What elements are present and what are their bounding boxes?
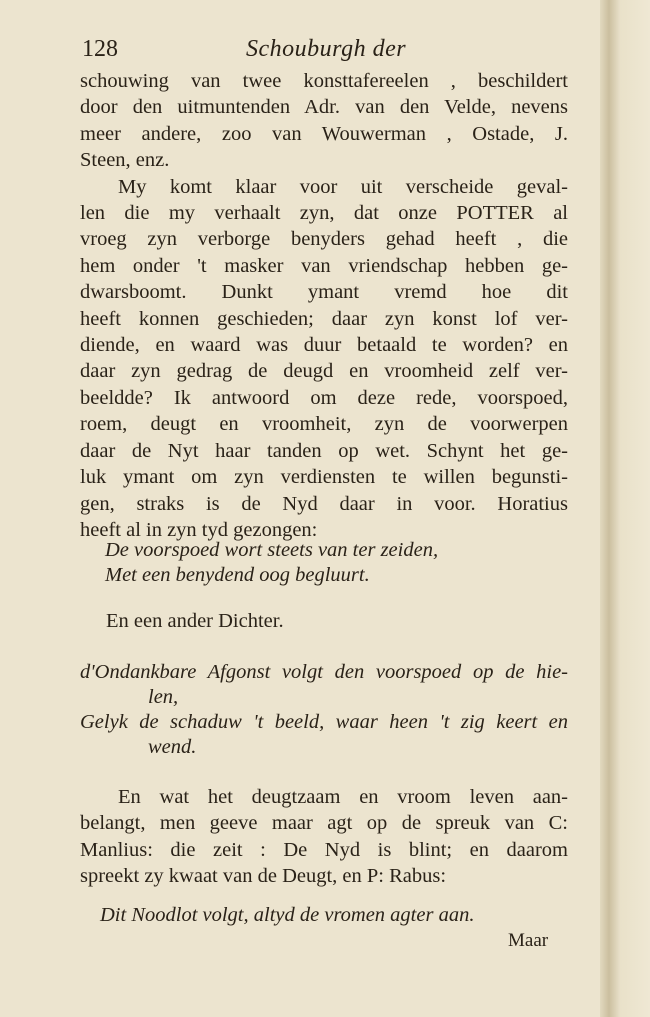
closing-paragraph	[80, 784, 568, 890]
interlude-line: En een ander Dichter.	[106, 610, 284, 632]
verse-quote-dichter	[80, 660, 568, 760]
page-number: 128	[82, 36, 118, 62]
text-line: heeft konnen geschieden; daar zyn konst lof ver-	[80, 307, 568, 330]
text-line: daar de Nyt haar tanden op wet. Schynt het ge-	[80, 439, 568, 462]
verse-quote-horatius	[105, 538, 438, 588]
text-line: My komt klaar voor uit verscheide geval-	[118, 175, 568, 198]
text-line: meer andere, zoo van Wouwerman , Ostade, J.	[80, 122, 568, 145]
main-paragraphs	[80, 68, 568, 543]
running-head: Schouburgh der	[246, 36, 407, 62]
verse-line: Met een benydend oog begluurt.	[105, 564, 370, 586]
text-line: vroeg zyn verborge benyders gehad heeft , die	[80, 228, 568, 251]
text-line: heeft al in zyn tyd gezongen:	[80, 518, 318, 541]
verse-line: len,	[148, 686, 179, 708]
text-line: roem, deugt en vroomheit, zyn de voorwerpen	[80, 413, 568, 436]
text-line: gen, straks is de Nyd daar in voor. Horatius	[80, 492, 568, 515]
book-spine-shadow	[600, 0, 620, 1017]
page-header	[78, 36, 578, 66]
text-line: hem onder 't masker van vriendschap hebben ge-	[80, 254, 568, 277]
text-line: spreekt zy kwaat van de Deugt, en P: Rabus:	[80, 865, 447, 888]
text-line: len die my verhaalt zyn, dat onze POTTER al	[80, 202, 568, 225]
text-line: schouwing van twee konsttafereelen , beschildert	[80, 70, 568, 92]
verse-line: wend.	[148, 736, 197, 758]
catchword: Maar	[508, 930, 549, 951]
text-line: luk ymant om zyn verdiensten te willen begunsti-	[80, 466, 568, 489]
verse-line: De voorspoed wort steets van ter zeiden,	[105, 539, 439, 561]
text-line: diende, en waard was duur betaald te worden? en	[80, 334, 568, 357]
text-line: door den uitmuntenden Adr. van den Velde, nevens	[80, 96, 568, 119]
text-line: beeldde? Ik antwoord om deze rede, voorspoed,	[80, 386, 568, 409]
facing-page-edge	[620, 0, 650, 1017]
text-line: Steen, enz.	[80, 149, 170, 172]
text-line: En wat het deugtzaam en vroom leven aan-	[118, 786, 568, 808]
final-verse: Dit Noodlot volgt, altyd de vromen agter aan.	[100, 904, 475, 926]
text-line: Manlius: die zeit : De Nyd is blint; en daarom	[80, 838, 568, 861]
verse-line: d'Ondankbare Afgonst volgt den voorspoed op de hie-	[80, 661, 568, 683]
text-line: daar zyn gedrag de deugd en vroomheid zelf ver-	[80, 360, 568, 383]
text-line: dwarsboomt. Dunkt ymant vremd hoe dit	[80, 281, 568, 304]
verse-line: Gelyk de schaduw 't beeld, waar heen 't zig keert en	[80, 711, 568, 733]
text-line: belangt, men geeve maar agt op de spreuk van C:	[80, 812, 568, 835]
